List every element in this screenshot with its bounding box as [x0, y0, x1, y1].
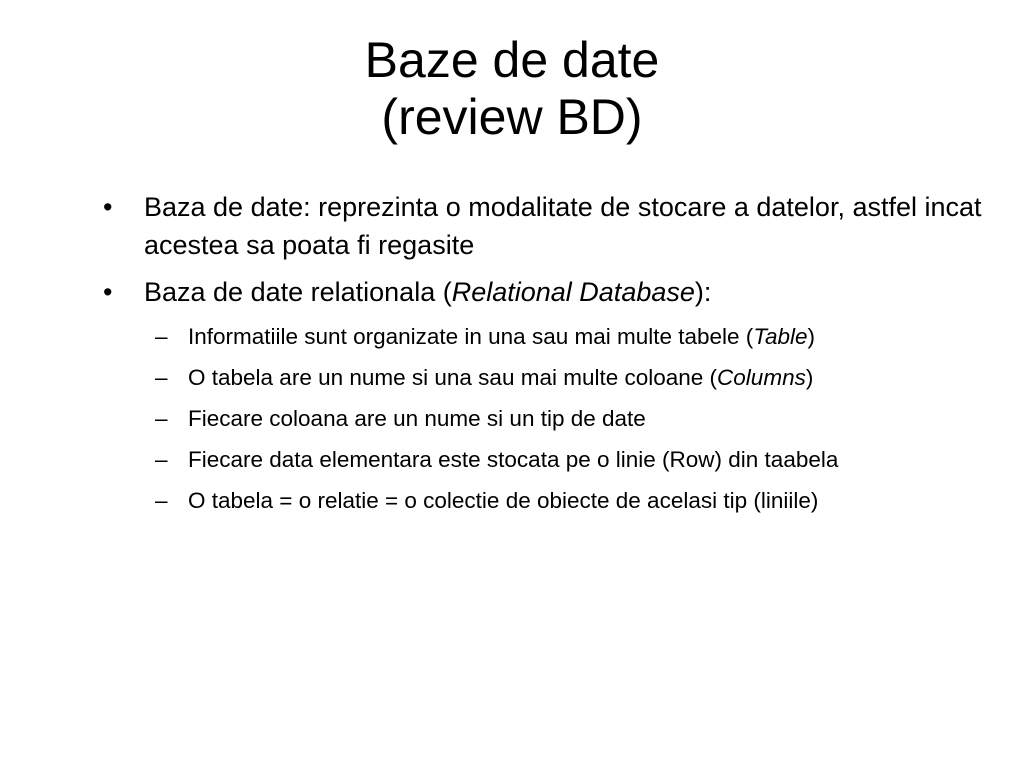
sub-text-before: O tabela are un nume si una sau mai multe coloane ( [188, 365, 718, 390]
dash-marker: – [155, 365, 168, 390]
dash-marker: – [155, 324, 168, 349]
bullet-text-after: ): [694, 277, 712, 307]
sub-text-before: Informatiile sunt organizate in una sau mai multe tabele ( [188, 324, 754, 349]
sub-bullet-text: O tabela = o relatie = o colectie de obiecte de acelasi tip (liniile) [188, 488, 819, 513]
bullet-marker: • [103, 192, 113, 222]
sub-bullet-text: Fiecare data elementara este stocata pe o linie (Row) din taabela [188, 447, 839, 472]
slide-content [100, 188, 1000, 525]
dash-marker: – [155, 406, 168, 431]
sub-bullet-row [100, 443, 1000, 476]
sub-text-after: ) [805, 365, 814, 390]
sub-bullet-list [100, 320, 1000, 517]
bullet-text [144, 277, 711, 307]
bullet-text-before: Baza de date relationala ( [144, 277, 452, 307]
sub-bullet-columns [100, 361, 1000, 394]
sub-bullet-relation [100, 484, 1000, 517]
bullet-text: Baza de date: reprezinta o modalitate de stocare a datelor, astfel incat acestea sa poata fi regasite [144, 192, 990, 260]
sub-text-italic: Table [753, 324, 808, 349]
sub-bullet-column-type [100, 402, 1000, 435]
title-line-2: (review BD) [381, 89, 643, 145]
sub-bullet-text [188, 365, 813, 390]
sub-bullet-text [188, 324, 815, 349]
dash-marker: – [155, 447, 168, 472]
dash-marker: – [155, 488, 168, 513]
bullet-text-italic: Relational Database [451, 277, 695, 307]
bullet-relational-database [100, 273, 1000, 311]
slide-title [0, 32, 1024, 146]
title-line-1: Baze de date [364, 32, 660, 88]
sub-text-italic: Columns [717, 365, 806, 390]
bullet-marker: • [103, 277, 113, 307]
sub-bullet-text: Fiecare coloana are un nume si un tip de date [188, 406, 646, 431]
sub-bullet-tables [100, 320, 1000, 353]
sub-text-after: ) [807, 324, 816, 349]
bullet-database-definition [100, 188, 1000, 264]
